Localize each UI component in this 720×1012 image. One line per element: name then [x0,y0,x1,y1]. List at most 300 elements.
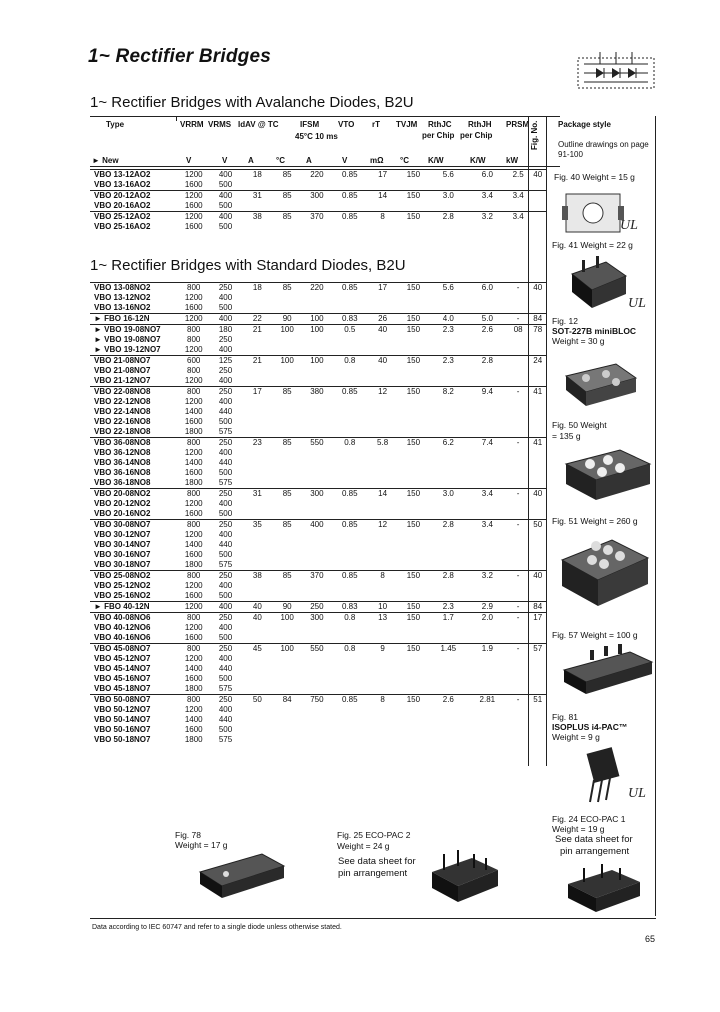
value-cell: 500 [218,303,233,312]
value-cell: 800 [178,644,209,655]
col-rthjc: RthJC [428,120,452,129]
table-row [90,550,546,560]
value-cell: 150 [398,613,429,624]
empty-cell [302,654,333,664]
value-cell: 125 [209,356,242,367]
value-cell: 2.8 [468,356,507,367]
empty-cell [273,509,302,520]
empty-cell [529,458,546,468]
value-cell: 8.2 [429,387,468,398]
unit-v2: V [222,156,228,165]
empty-cell [242,222,273,232]
value-cell: 440 [218,664,233,673]
empty-cell [429,407,468,417]
empty-cell [367,591,398,602]
empty-cell [242,345,273,356]
empty-cell [398,417,429,427]
value-cell: 0.85 [332,520,367,531]
value-cell: 1200 [184,376,203,385]
value-cell: 400 [209,602,242,613]
table-row [90,438,546,449]
value-cell: - [507,644,530,655]
type-cell: VBO 25-16AO2 [94,222,151,231]
value-cell: 250 [209,644,242,655]
value-cell: 0.8 [332,613,367,624]
empty-cell [529,180,546,191]
empty-cell [302,530,333,540]
empty-cell [429,458,468,468]
table-row [90,468,546,478]
empty-cell [398,633,429,644]
empty-cell [332,674,367,684]
value-cell: 800 [178,613,209,624]
empty-cell [367,417,398,427]
caption-fig50b: = 135 g [552,431,581,441]
value-cell: 14 [367,489,398,500]
empty-cell [273,654,302,664]
caption-fig12b: SOT-227B miniBLOC [552,326,637,336]
empty-cell [529,664,546,674]
empty-cell [468,345,507,356]
value-cell: 9.4 [468,387,507,398]
value-cell: 21 [242,325,273,336]
empty-cell [367,560,398,571]
empty-cell [507,674,530,684]
empty-cell [273,499,302,509]
type-cell: VBO 45-08NO7 [90,644,178,655]
value-cell: 26 [367,314,398,325]
type-cell: VBO 50-18NO7 [94,735,151,744]
empty-cell [429,335,468,345]
empty-cell [398,550,429,560]
caption-fig12a: Fig. 12 [552,316,578,326]
value-cell: 85 [273,191,302,202]
type-cell: ► VBO 19-08NO7 [90,325,178,336]
empty-cell [468,591,507,602]
empty-cell [302,550,333,560]
empty-cell [429,478,468,489]
empty-cell [332,509,367,520]
empty-cell [529,407,546,417]
value-cell: 1200 [184,345,203,354]
type-cell: VBO 21-12NO7 [94,376,151,385]
empty-cell [507,715,530,725]
empty-cell [507,448,530,458]
empty-cell [507,201,530,212]
empty-cell [398,591,429,602]
section-heading-avalanche: 1~ Rectifier Bridges with Avalanche Diodes, B2U [90,94,414,111]
value-cell: 500 [218,180,233,189]
empty-cell [398,427,429,438]
value-cell: 1200 [178,602,209,613]
type-cell: VBO 25-12AO2 [90,212,178,223]
value-cell: - [507,613,530,624]
empty-cell [367,458,398,468]
col-rthjc-sub: per Chip [422,131,455,140]
empty-cell [468,684,507,695]
type-cell: VBO 13-12NO2 [94,293,151,302]
value-cell: 100 [302,325,333,336]
empty-cell [468,540,507,550]
value-cell: 31 [242,489,273,500]
empty-cell [398,458,429,468]
value-cell: 300 [302,191,333,202]
empty-cell [273,376,302,387]
avalanche-table [90,169,546,232]
empty-cell [332,550,367,560]
empty-cell [468,581,507,591]
value-cell: 800 [178,695,209,706]
value-cell: 250 [209,520,242,531]
empty-cell [273,715,302,725]
value-cell: 800 [178,438,209,449]
empty-cell [529,397,546,407]
empty-cell [429,725,468,735]
empty-cell [242,458,273,468]
table-row [90,201,546,212]
value-cell: 3.0 [429,489,468,500]
empty-cell [468,478,507,489]
empty-cell [429,345,468,356]
empty-cell [367,407,398,417]
empty-cell [429,715,468,725]
empty-cell [367,468,398,478]
empty-cell [302,468,333,478]
value-cell: 5.0 [468,314,507,325]
value-cell: 1600 [184,633,203,642]
empty-cell [529,560,546,571]
empty-cell [273,540,302,550]
value-cell: 1200 [184,293,203,302]
empty-cell [332,335,367,345]
value-cell: 1600 [184,180,203,189]
empty-cell [398,499,429,509]
empty-cell [507,664,530,674]
value-cell: 3.0 [429,191,468,202]
empty-cell [273,633,302,644]
empty-cell [398,530,429,540]
empty-cell [242,499,273,509]
empty-cell [302,509,333,520]
caption-fig78b: Weight = 17 g [175,840,228,850]
value-cell: 500 [218,725,233,734]
empty-cell [242,623,273,633]
empty-cell [468,633,507,644]
empty-cell [367,478,398,489]
value-cell: 380 [302,387,333,398]
value-cell: 5.6 [429,170,468,181]
footnote: Data according to IEC 60747 and refer to a single diode unless otherwise stated. [92,924,342,931]
empty-cell [242,180,273,191]
empty-cell [242,417,273,427]
empty-cell [529,684,546,695]
empty-cell [398,366,429,376]
table-row [90,644,546,655]
empty-cell [367,180,398,191]
table-row [90,303,546,314]
empty-cell [429,530,468,540]
table-row [90,725,546,735]
unit-a1: A [248,156,254,165]
value-cell: 250 [218,335,233,344]
empty-cell [507,222,530,232]
empty-cell [398,407,429,417]
value-cell: 40 [367,356,398,367]
empty-cell [398,376,429,387]
table-row [90,591,546,602]
empty-cell [332,427,367,438]
value-cell: 17 [367,170,398,181]
value-cell: 1200 [184,530,203,539]
value-cell: 750 [302,695,333,706]
empty-cell [507,633,530,644]
empty-cell [398,705,429,715]
table-row [90,489,546,500]
empty-cell [242,530,273,540]
unit-mohm: mΩ [370,156,384,165]
empty-cell [302,448,333,458]
empty-cell [367,550,398,560]
value-cell: 6.2 [429,438,468,449]
empty-cell [367,664,398,674]
value-cell: 575 [218,735,233,744]
col-vrrm: VRRM [180,120,204,129]
empty-cell [302,366,333,376]
value-cell: 0.85 [332,489,367,500]
empty-cell [529,345,546,356]
ul-logo-icon [618,214,648,234]
empty-cell [302,591,333,602]
empty-cell [302,715,333,725]
empty-cell [367,705,398,715]
empty-cell [332,530,367,540]
empty-cell [302,417,333,427]
new-marker: ► New [92,156,119,165]
value-cell: 400 [218,397,233,406]
type-cell: VBO 36-14NO8 [94,458,151,467]
empty-cell [367,201,398,212]
empty-cell [507,407,530,417]
value-cell: 1200 [184,623,203,632]
value-cell: 50 [242,695,273,706]
caption-fig40: Fig. 40 Weight = 15 g [554,172,635,182]
value-cell: 17 [529,613,546,624]
table-row [90,212,546,223]
value-cell: 400 [218,654,233,663]
caption-fig25c: See data sheet for [338,856,416,867]
value-cell: 12 [367,387,398,398]
value-cell: 500 [218,201,233,210]
type-cell: ► VBO 19-12NO7 [94,345,161,354]
value-cell: 100 [273,325,302,336]
empty-cell [429,560,468,571]
empty-cell [273,468,302,478]
type-cell: VBO 13-16AO2 [94,180,151,189]
table-row [90,540,546,550]
value-cell [529,212,546,223]
table-row [90,222,546,232]
empty-cell [332,201,367,212]
empty-cell [429,509,468,520]
value-cell: 180 [209,325,242,336]
empty-cell [242,581,273,591]
table-row [90,735,546,745]
empty-cell [507,509,530,520]
type-cell: VBO 30-12NO7 [94,530,151,539]
empty-cell [332,180,367,191]
value-cell: 150 [398,314,429,325]
empty-cell [273,581,302,591]
empty-cell [429,293,468,303]
type-cell: VBO 13-12AO2 [90,170,178,181]
value-cell: 1200 [178,170,209,181]
type-cell: VBO 30-14NO7 [94,540,151,549]
empty-cell [398,623,429,633]
type-cell: VBO 21-08NO7 [94,366,151,375]
outline-note: Outline drawings on page 91-100 [558,140,649,159]
empty-cell [429,705,468,715]
table-row [90,499,546,509]
empty-cell [468,705,507,715]
empty-cell [507,591,530,602]
value-cell: 440 [218,407,233,416]
empty-cell [529,550,546,560]
empty-cell [507,550,530,560]
section-heading-standard: 1~ Rectifier Bridges with Standard Diodes, B2U [90,257,406,274]
value-cell: 3.2 [468,212,507,223]
empty-cell [332,417,367,427]
empty-cell [507,725,530,735]
value-cell: 0.85 [332,387,367,398]
table-row [90,571,546,582]
empty-cell [273,550,302,560]
table-row [90,664,546,674]
value-cell: 440 [218,458,233,467]
value-cell: 40 [529,170,546,181]
empty-cell [242,684,273,695]
empty-cell [302,407,333,417]
value-cell: 400 [218,376,233,385]
ul-logo-icon [626,292,656,312]
type-cell: VBO 22-12NO8 [94,397,151,406]
caption-fig12c: Weight = 30 g [552,336,605,346]
value-cell: 1800 [184,478,203,487]
empty-cell [302,499,333,509]
table-row [90,674,546,684]
empty-cell [242,376,273,387]
caption-fig81a: Fig. 81 [552,712,578,722]
empty-cell [507,530,530,540]
empty-cell [242,540,273,550]
value-cell: 400 [218,499,233,508]
empty-cell [429,417,468,427]
table-row [90,458,546,468]
empty-cell [273,303,302,314]
empty-cell [273,725,302,735]
empty-cell [302,427,333,438]
value-cell: 1200 [178,191,209,202]
value-cell: 1600 [184,222,203,231]
empty-cell [429,664,468,674]
caption-fig78a: Fig. 78 [175,830,201,840]
empty-cell [242,654,273,664]
value-cell: 0.5 [332,325,367,336]
caption-fig50a: Fig. 50 Weight [552,420,607,430]
empty-cell [398,335,429,345]
empty-cell [367,499,398,509]
empty-cell [507,654,530,664]
value-cell: 0.85 [332,212,367,223]
type-cell: VBO 45-12NO7 [94,654,151,663]
empty-cell [242,397,273,407]
type-cell: VBO 20-16AO2 [94,201,151,210]
value-cell: 57 [529,644,546,655]
value-cell: 45 [242,644,273,655]
value-cell: 6.0 [468,283,507,294]
value-cell: 250 [209,438,242,449]
value-cell: 400 [302,520,333,531]
empty-cell [529,735,546,745]
table-row [90,376,546,387]
empty-cell [367,540,398,550]
caption-fig24c: See data sheet for [555,834,633,845]
empty-cell [468,674,507,684]
empty-cell [367,293,398,303]
value-cell: 90 [273,602,302,613]
empty-cell [332,560,367,571]
empty-cell [507,335,530,345]
caption-fig57: Fig. 57 Weight = 100 g [552,630,638,640]
empty-cell [242,715,273,725]
svg-text:UL: UL [620,218,638,233]
empty-cell [242,468,273,478]
col-rthjh: RthJH [468,120,492,129]
rule [176,116,177,121]
value-cell: 38 [242,571,273,582]
empty-cell [273,427,302,438]
value-cell: 250 [209,613,242,624]
value-cell: 1200 [178,314,209,325]
col-rt: rT [372,120,380,129]
value-cell: 1400 [184,715,203,724]
table-row [90,191,546,202]
value-cell: 575 [218,560,233,569]
empty-cell [367,509,398,520]
value-cell: - [507,695,530,706]
value-cell: 250 [209,489,242,500]
value-cell: 85 [273,283,302,294]
value-cell: 1.7 [429,613,468,624]
value-cell: 1600 [184,417,203,426]
empty-cell [529,448,546,458]
value-cell: 150 [398,438,429,449]
empty-cell [332,366,367,376]
value-cell: 84 [273,695,302,706]
value-cell: 2.8 [429,571,468,582]
value-cell: 2.6 [429,695,468,706]
value-cell: 2.9 [468,602,507,613]
empty-cell [242,201,273,212]
empty-cell [398,664,429,674]
col-tvjm: TVJM [396,120,418,129]
empty-cell [398,674,429,684]
value-cell: 1600 [184,509,203,518]
value-cell: 0.85 [332,283,367,294]
value-cell: 800 [187,335,201,344]
value-cell: 13 [367,613,398,624]
empty-cell [367,530,398,540]
package-fig78-image [196,848,288,904]
